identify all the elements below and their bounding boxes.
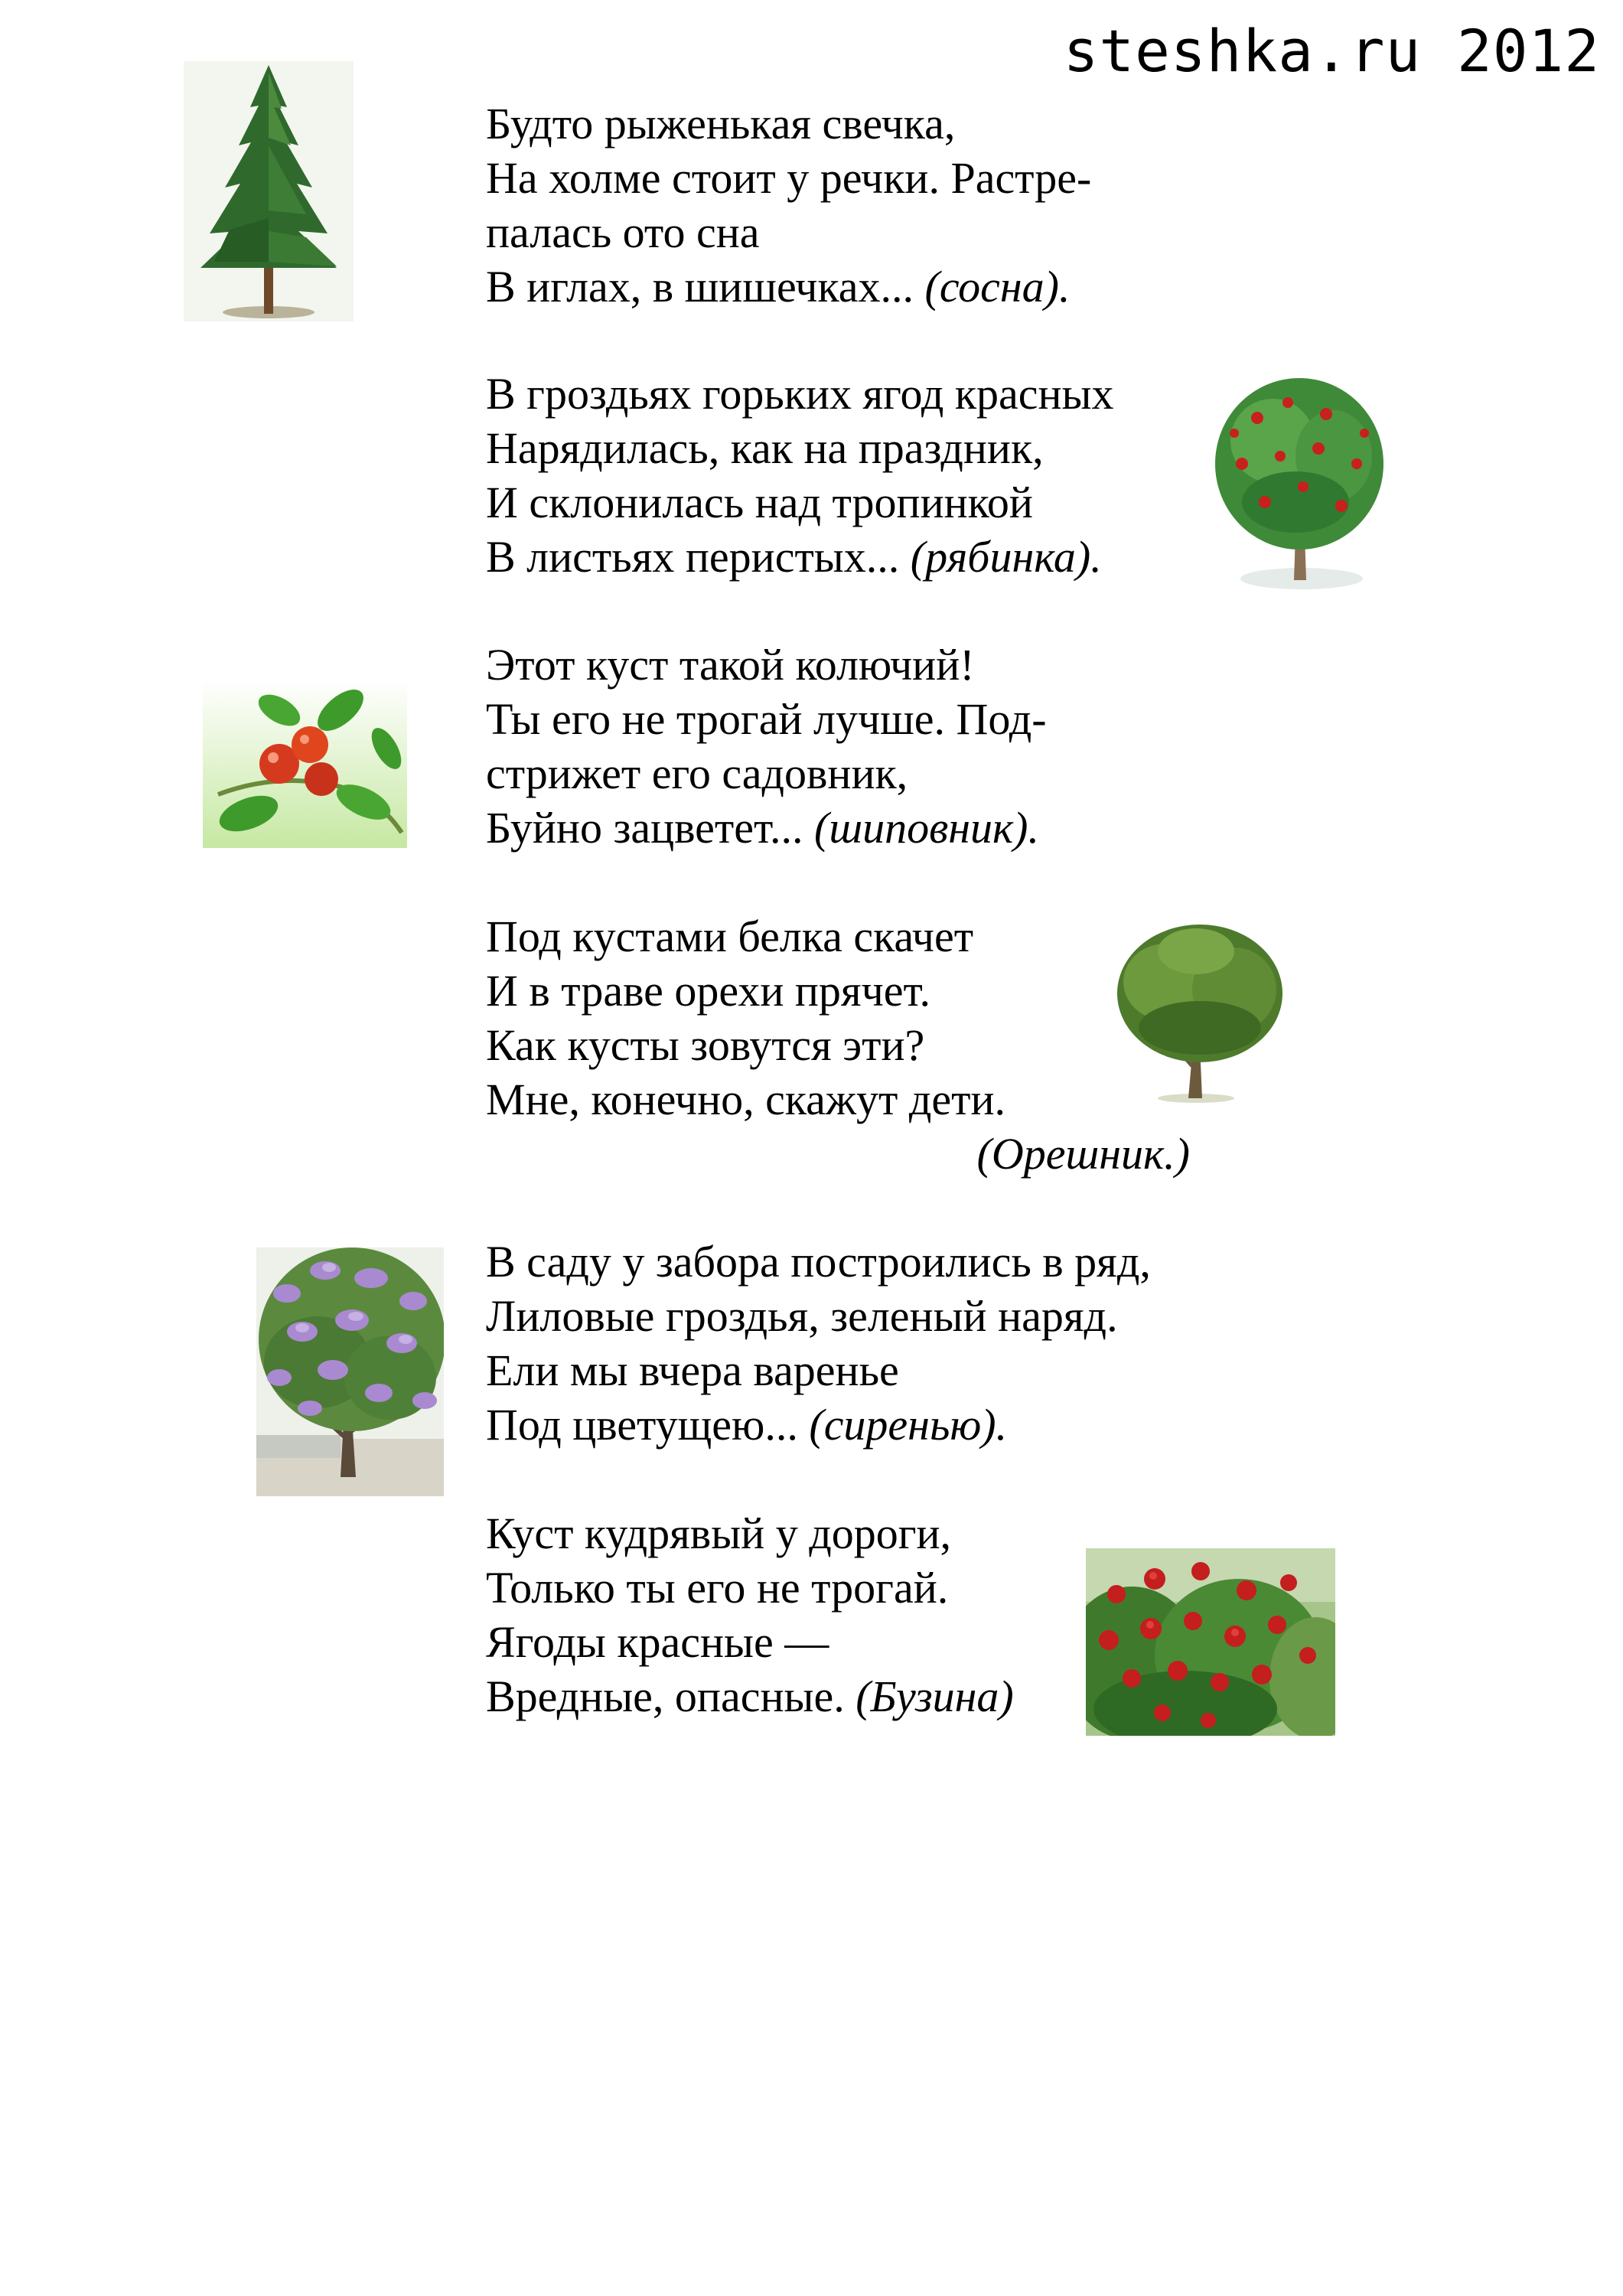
riddle-last-line <box>486 1669 1014 1724</box>
riddle-answer-punct: . <box>1058 262 1071 311</box>
riddle-pine <box>486 96 1091 314</box>
riddle-line: В саду у забора построились в ряд, <box>486 1237 1151 1287</box>
riddle-line: стрижет его садовник, <box>486 748 908 798</box>
riddle-line: Только ты его не трогай. <box>486 1563 949 1613</box>
riddle-answer: (шиповник) <box>814 803 1028 853</box>
rowan-tree-image <box>1211 372 1387 595</box>
riddle-last-line <box>486 530 1114 584</box>
hazel-bush-image <box>1112 921 1288 1106</box>
site-watermark: steshka.ru 2012 <box>1063 17 1600 85</box>
riddle-line: Под кустами белка скачет <box>486 912 974 961</box>
riddle-line: Как кусты зовутся эти? <box>486 1020 925 1070</box>
riddle-line: Ели мы вчера варенье <box>486 1345 899 1395</box>
riddle-line: Лиловые гроздья, зеленый наряд. <box>486 1291 1118 1341</box>
riddle-answer-punct: . <box>1090 532 1102 582</box>
riddle-line: Нарядилась, как на праздник, <box>486 423 1044 473</box>
riddle-line-text: В листьях перистых... <box>486 532 900 582</box>
riddle-line: На холме стоит у речки. Растре- <box>486 153 1092 203</box>
riddle-line: Будто рыженькая свечка, <box>486 99 956 148</box>
riddle-rowan <box>486 367 1114 584</box>
riddle-line-text: Под цветущею... <box>486 1400 798 1450</box>
riddle-answer: (Орешник.) <box>976 1129 1190 1179</box>
riddle-answer-punct: . <box>1028 803 1039 853</box>
riddle-line: И в траве орехи прячет. <box>486 966 930 1016</box>
riddle-line: Мне, конечно, скажут дети. <box>486 1075 1005 1124</box>
riddle-line: Куст кудрявый у дороги, <box>486 1508 952 1558</box>
rosehip-image <box>203 680 407 848</box>
riddle-last-line <box>486 259 1091 314</box>
lilac-bush-image <box>256 1247 444 1496</box>
riddle-line: палась ото сна <box>486 207 760 257</box>
riddle-last-line <box>486 801 1047 855</box>
riddle-line: В гроздьях горьких ягод красных <box>486 369 1114 419</box>
riddle-rosehip <box>486 638 1047 855</box>
riddle-answer: (сосна) <box>924 262 1059 311</box>
riddle-line: Ты его не трогай лучше. Под- <box>486 694 1047 744</box>
riddle-line-text: В иглах, в шишечках... <box>486 262 914 311</box>
riddle-hazel <box>486 909 1190 1181</box>
riddle-lilac <box>486 1234 1151 1452</box>
riddle-answer: (рябинка) <box>910 532 1091 582</box>
riddle-line: Этот куст такой колючий! <box>486 640 975 690</box>
riddle-elderberry <box>486 1506 1014 1724</box>
riddle-line-text: Буйно зацветет... <box>486 803 803 853</box>
pine-tree-image <box>184 61 354 321</box>
riddle-answer-punct: . <box>996 1400 1008 1450</box>
riddle-line-text: Вредные, опасные. <box>486 1671 845 1721</box>
riddle-line: Ягоды красные — <box>486 1617 829 1667</box>
riddle-answer: (сиренью) <box>809 1400 996 1450</box>
riddle-line: И склонилась над тропинкой <box>486 478 1033 527</box>
riddle-answer: (Бузина) <box>855 1671 1014 1721</box>
riddle-last-line <box>486 1397 1151 1452</box>
elderberry-bush-image <box>1086 1548 1335 1736</box>
